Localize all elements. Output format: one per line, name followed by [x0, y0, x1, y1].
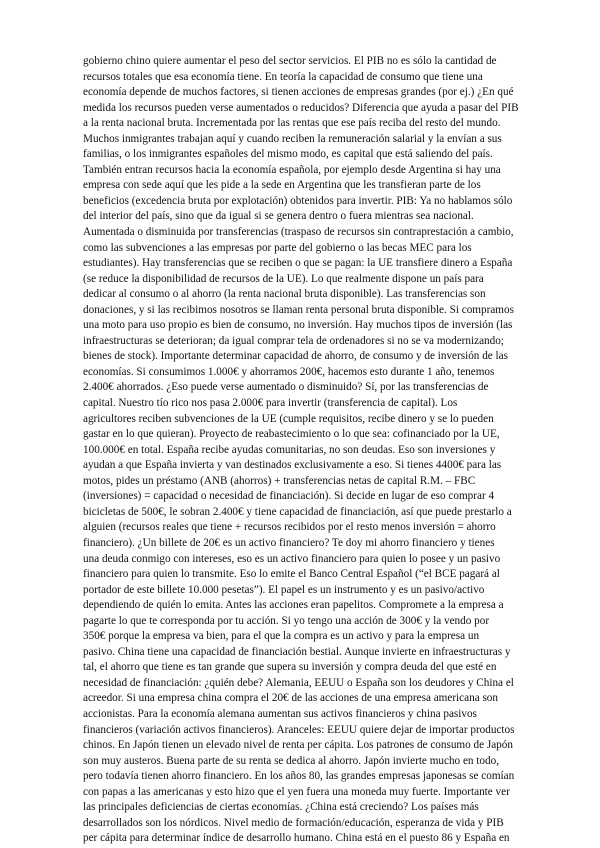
- text-line: gobierno chino quiere aumentar el peso del sector servicios. El PIB no es sólo la cantidad de: [83, 55, 497, 67]
- text-line: Aumentada o disminuida por transferencias (traspaso de recursos sin contraprestación a cambio,: [83, 226, 514, 239]
- text-line: financieros (variación activos financieros). Aranceles: EEUU quiere dejar de importar productos: [83, 723, 515, 736]
- text-line: desarrollados son los nórdicos. Nivel medio de formación/educación, esperanza de vida y PIB: [83, 816, 504, 829]
- text-line: 350€ porque la empresa va bien, para el que la compra es un activo y para la empresa un: [83, 630, 480, 643]
- text-line: dedicar al consumo o al ahorro (la renta nacional bruta disponible). Las transferencias son: [83, 288, 486, 301]
- text-line: bienes de stock). Importante determinar capacidad de ahorro, de consumo y de inversión de las: [83, 350, 508, 363]
- text-line: con papas a las americanas y esto hizo que el yen fuera una moneda muy fuerte. Importante ver: [83, 785, 510, 798]
- text-line: economías. Si consumimos 1.000€ y ahorramos 200€, hacemos esto durante 1 año, tenemos: [83, 365, 495, 378]
- text-line: recursos totales que esa economía tiene. En teoría la capacidad de consumo que tiene una: [83, 70, 483, 83]
- text-line: 2.400€ ahorrados. ¿Eso puede verse aumentado o disminuido? Sí, por las transferencias de: [83, 381, 489, 394]
- text-line: gastar en lo que quieran). Proyecto de reabastecimiento o lo que sea: cofinanciado por la UE,: [83, 428, 500, 441]
- text-line: una deuda conmigo con intereses, eso es un activo financiero para quien lo posee y un pasivo: [83, 552, 501, 565]
- text-line: economía depende de muchos factores, si tienen acciones de empresas grandes (por ej.) ¿En qué: [83, 86, 514, 99]
- text-line: del interior del país, sino que da igual si se genera dentro o fuera mientras sea nacional.: [83, 210, 474, 223]
- text-line: accionistas. Para la economía alemana aumentan sus activos financieros y china pasivos: [83, 707, 477, 720]
- text-line: a la renta nacional bruta. Incrementada por las rentas que ese país reciba del resto del mundo.: [83, 117, 501, 130]
- text-line: agricultores reciben subvenciones de la UE (cumple requisitos, recibe dinero y se lo pueden: [83, 412, 494, 425]
- text-line: pagarte lo que te corresponda por tu acción. Si yo tengo una acción de 300€ y la vendo por: [83, 614, 490, 627]
- text-line: tal, el ahorro que tiene es tan grande que supera su inversión y compra deuda del que esté en: [83, 661, 497, 674]
- document-body-text: [83, 54, 523, 847]
- text-line: portador de este billete 10.000 pesetas”). El papel es un instrumento y es un pasivo/activo: [83, 583, 485, 596]
- text-line: necesidad de financiación: ¿quién debe? Alemania, EEUU o España son los deudores y China el: [83, 676, 514, 689]
- text-line: También entran recursos hacia la economía española, por ejemplo desde Argentina si hay una: [83, 163, 501, 176]
- text-line: alguien (recursos reales que tiene + recursos recibidos por el resto menos inversión = ahorro: [83, 521, 496, 534]
- text-line: ayudan a que España invierta y van destinados exclusivamente a eso. Si tienes 4400€ para las: [83, 459, 502, 472]
- text-line: chinos. En Japón tienen un elevado nivel de renta per cápita. Los patrones de consumo de Japón: [83, 739, 513, 752]
- text-line: dependiendo de quién lo emita. Antes las acciones eran papelitos. Compromete a la empresa a: [83, 599, 504, 612]
- text-line: (inversiones) = capacidad o necesidad de financiación). Si decide en lugar de eso comprar 4: [83, 490, 495, 503]
- text-line: pasivo. China tiene una capacidad de financiación bestial. Aunque invierte en infraestructuras y: [83, 645, 511, 658]
- text-line: donaciones, y si las recibimos nosotros se llaman renta personal bruta disponible. Si compramos: [83, 303, 514, 316]
- text-line: 100.000€ en total. España recibe ayudas comunitarias, no son deudas. Eso son inversiones y: [83, 443, 496, 456]
- text-line: son muy austeros. Buena parte de su renta se dedica al ahorro. Japón invierte mucho en todo,: [83, 754, 499, 767]
- text-line: estudiantes). Hay transferencias que se reciben o que se pagan: la UE transfiere dinero a España: [83, 257, 513, 270]
- text-line: infraestructuras se deterioran; da igual comprar tela de ordenadores si no se va modernizando;: [83, 334, 504, 347]
- text-line: familias, o los inmigrantes españoles del mismo modo, es capital que está saliendo del país.: [83, 148, 493, 161]
- text-line: Muchos inmigrantes trabajan aquí y cuando reciben la remuneración salarial y la envían a sus: [83, 132, 502, 145]
- text-line: acreedor. Si una empresa china compra el 20€ de las acciones de una empresa americana son: [83, 692, 498, 705]
- text-line: per cápita para determinar índice de desarrollo humano. China está en el puesto 86 y España en: [83, 832, 510, 845]
- text-line: motos, pides un préstamo (ANB (ahorros) + transferencias netas de capital R.M. – FBC: [83, 474, 476, 487]
- text-line: financiero para quien lo transmite. Eso lo emite el Banco Central Español (“el BCE pagará al: [83, 568, 500, 581]
- text-line: como las subvenciones a las empresas por parte del gobierno o las becas MEC para los: [83, 241, 472, 254]
- text-line: (se reduce la disponibilidad de recursos de la UE). Lo que realmente dispone un país para: [83, 272, 484, 285]
- text-line: bicicletas de 500€, le sobran 2.400€ y tiene capacidad de financiación, así que puede prestarlo a: [83, 505, 512, 518]
- text-line: medida los recursos pueden verse aumentados o reducidos? Diferencia que ayuda a pasar del PIB: [83, 101, 519, 114]
- text-line: una moto para uso propio es bien de consumo, no inversión. Hay muchos tipos de inversión (las: [83, 319, 513, 332]
- text-line: las principales deficiencias de ciertas economías. ¿China está creciendo? Los países más: [83, 801, 479, 814]
- text-line: capital. Nuestro tío rico nos pasa 2.000€ para invertir (transferencia de capital). Los: [83, 397, 458, 410]
- text-line: pero todavía tienen ahorro financiero. En los años 80, las grandes empresas japonesas se comían: [83, 770, 515, 783]
- text-line: financiero). ¿Un billete de 20€ es un activo financiero? Te doy mi ahorro financiero y tienes: [83, 536, 495, 549]
- text-line: beneficios (excedencia bruta por explotación) obtenidos para invertir. PIB: Ya no hablamos sólo: [83, 194, 513, 207]
- text-line: empresa con sede aquí que les pide a la sede en Argentina que les transfieran parte de los: [83, 179, 481, 192]
